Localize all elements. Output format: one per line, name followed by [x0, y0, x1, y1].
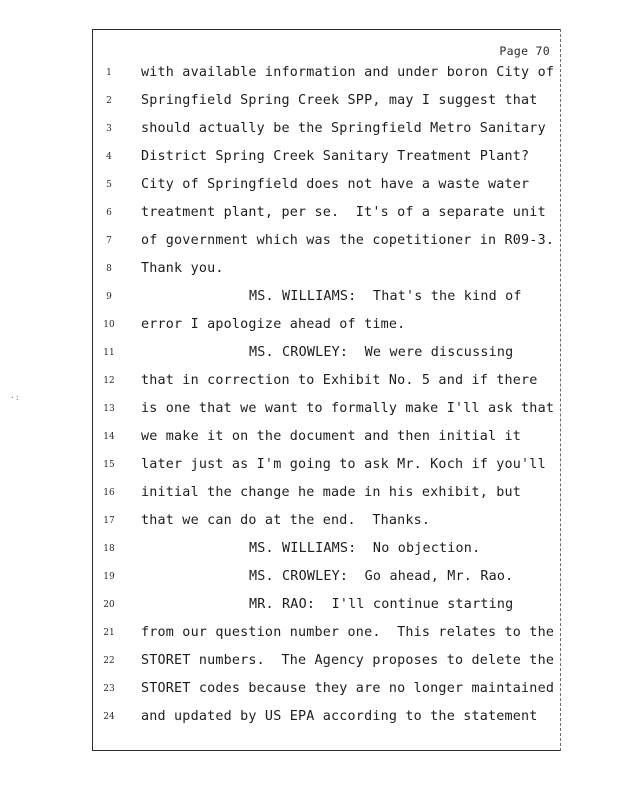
line-text: District Spring Creek Sanitary Treatment Plant?: [141, 149, 530, 164]
line-text: City of Springfield does not have a waste water: [141, 177, 530, 192]
line-number: 10: [103, 320, 115, 330]
line-number: 4: [106, 152, 112, 162]
transcript-line: [0, 678, 618, 706]
transcript-line: [0, 90, 618, 118]
line-text: initial the change he made in his exhibit, but: [141, 485, 522, 500]
transcript-line: [0, 370, 618, 398]
transcript-line: [0, 202, 618, 230]
line-text: error I apologize ahead of time.: [141, 317, 406, 332]
line-text: of government which was the copetitioner in R09-3.: [141, 233, 555, 248]
line-text: STORET codes because they are no longer maintained: [141, 681, 555, 696]
line-text: we make it on the document and then initial it: [141, 429, 522, 444]
transcript-line: [0, 454, 618, 482]
transcript-line: [0, 286, 618, 314]
line-number: 15: [103, 460, 115, 470]
line-number: 12: [103, 376, 115, 386]
line-number: 7: [106, 236, 112, 246]
line-number: 11: [103, 348, 115, 358]
line-number: 8: [106, 264, 112, 274]
transcript-line: [0, 118, 618, 146]
line-number: 18: [103, 544, 115, 554]
line-text: that we can do at the end. Thanks.: [141, 513, 431, 528]
line-text: MS. WILLIAMS: That's the kind of: [249, 289, 522, 304]
line-text: with available information and under boron City of: [141, 65, 555, 80]
transcript-line: [0, 622, 618, 650]
transcript-line: [0, 314, 618, 342]
transcript-line: [0, 566, 618, 594]
line-text: should actually be the Springfield Metro Sanitary: [141, 121, 546, 136]
line-number: 2: [106, 96, 112, 106]
transcript-line: [0, 510, 618, 538]
line-text: that in correction to Exhibit No. 5 and if there: [141, 373, 538, 388]
line-number: 16: [103, 488, 115, 498]
line-number: 19: [103, 572, 115, 582]
line-number: 17: [103, 516, 115, 526]
line-number: 3: [106, 124, 112, 134]
transcript-line: [0, 650, 618, 678]
transcript-line: [0, 62, 618, 90]
transcript-lines: [0, 62, 618, 734]
margin-mark: ·:: [10, 393, 20, 402]
line-text: Springfield Spring Creek SPP, may I suggest that: [141, 93, 538, 108]
line-text: MS. CROWLEY: Go ahead, Mr. Rao.: [249, 569, 514, 584]
line-number: 5: [106, 180, 112, 190]
line-number: 23: [103, 684, 115, 694]
page-border-top: [92, 29, 560, 30]
line-text: is one that we want to formally make I'll ask that: [141, 401, 555, 416]
transcript-line: [0, 342, 618, 370]
line-number: 13: [103, 404, 115, 414]
line-number: 6: [106, 208, 112, 218]
transcript-line: [0, 706, 618, 734]
transcript-line: [0, 398, 618, 426]
page-number: Page 70: [499, 44, 550, 58]
line-text: from our question number one. This relates to the: [141, 625, 555, 640]
line-number: 24: [103, 712, 115, 722]
line-number: 20: [103, 600, 115, 610]
transcript-line: [0, 174, 618, 202]
line-text: STORET numbers. The Agency proposes to delete the: [141, 653, 555, 668]
page-border-bottom: [92, 750, 560, 751]
line-number: 21: [103, 628, 115, 638]
line-text: later just as I'm going to ask Mr. Koch if you'll: [141, 457, 546, 472]
transcript-line: [0, 482, 618, 510]
transcript-line: [0, 594, 618, 622]
transcript-line: [0, 258, 618, 286]
line-number: 9: [106, 292, 112, 302]
line-number: 14: [103, 432, 115, 442]
transcript-line: [0, 146, 618, 174]
line-number: 22: [103, 656, 115, 666]
line-text: treatment plant, per se. It's of a separate unit: [141, 205, 546, 220]
transcript-line: [0, 426, 618, 454]
line-text: MS. WILLIAMS: No objection.: [249, 541, 481, 556]
line-text: Thank you.: [141, 261, 224, 276]
transcript-line: [0, 538, 618, 566]
transcript-line: [0, 230, 618, 258]
line-text: and updated by US EPA according to the statement: [141, 709, 538, 724]
line-text: MR. RAO: I'll continue starting: [249, 597, 514, 612]
line-text: MS. CROWLEY: We were discussing: [249, 345, 514, 360]
line-number: 1: [106, 68, 112, 78]
